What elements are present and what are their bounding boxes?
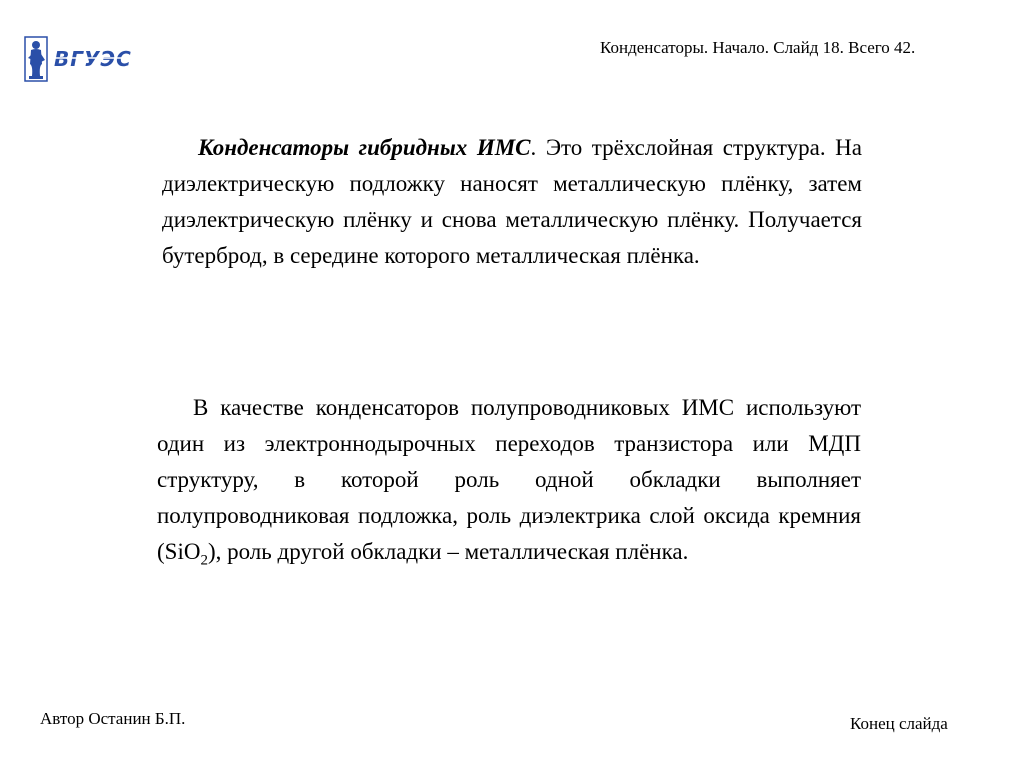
paragraph-semiconductor-text-after: ), роль другой обкладки – металлическая плёнка. [207, 539, 689, 564]
end-slide-link[interactable]: Конец слайда [850, 714, 948, 733]
slide-header-title: Конденсаторы. Начало. Слайд 18. Всего 42. [600, 38, 916, 57]
term-hybrid-capacitors: Конденсаторы гибридных ИМС [198, 135, 531, 160]
paragraph-hybrid-capacitors [162, 130, 862, 274]
paragraph-semiconductor-capacitors [157, 390, 861, 570]
logo-text: ВГУЭС [54, 47, 132, 71]
paragraph-hybrid-capacitors-text: . Это трёхслойная структура. На диэлектрическую подложку наносят металлическую плёнку, затем диэлектрическую плёнку и снова металлическую плёнку. Получается бутерброд, в середине которого металлическая плёнка. [162, 135, 862, 268]
university-logo-icon [24, 36, 144, 82]
sio2-subscript: 2 [200, 552, 208, 569]
paragraph-semiconductor-text-before: В качестве конденсаторов полупроводниковых ИМС используют один из электроннодырочных переходов транзистора или МДП структуру, в которой роль одной обкладки выполняет полупроводниковая подложка, роль диэлектрика слой оксида кремния (SiO [157, 395, 861, 564]
author-credit: Автор Останин Б.П. [40, 709, 186, 728]
